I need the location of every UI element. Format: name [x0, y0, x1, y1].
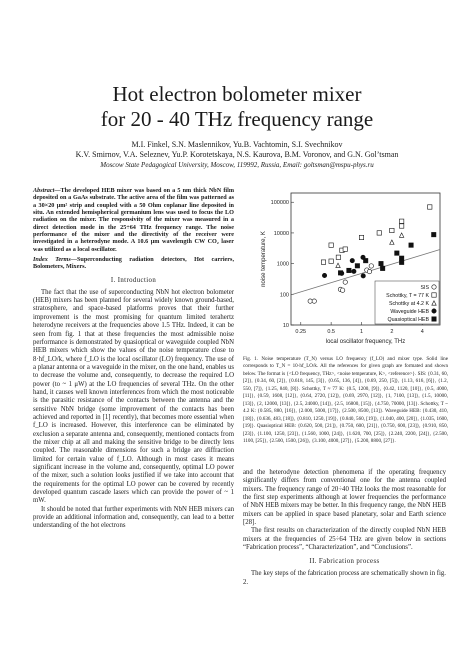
- y-tick-label: 10000: [273, 230, 289, 237]
- index-terms-text: —Superconducting radiation detectors, Hot carriers, Bolometers, Mixers.: [33, 256, 234, 271]
- body-paragraph: It should be noted that further experiments with NbN HEB mixers can provide an additional information and, consequently, can lead to a better understanding of the hot electrons: [33, 505, 234, 530]
- data-point: [390, 228, 394, 232]
- data-point: [380, 266, 384, 270]
- x-tick-label: 1: [359, 329, 364, 335]
- noise-temperature-plot: [243, 187, 448, 355]
- y-tick-label: 100000: [270, 200, 289, 207]
- index-terms-label: Index Terms: [33, 256, 71, 264]
- y-axis-label: noise temperature, K: [261, 231, 267, 287]
- data-point: [369, 264, 373, 268]
- data-point: [428, 205, 432, 209]
- author-line-1: M.I. Finkel, S.N. Maslennikov, Yu.B. Vachtomin, S.I. Svechnikov: [131, 140, 343, 149]
- data-point: [361, 274, 365, 278]
- abstract-label: Abstract: [33, 187, 55, 194]
- legend-marker: [432, 309, 436, 313]
- data-point: [359, 235, 363, 239]
- data-point: [329, 259, 333, 263]
- data-point: [321, 260, 325, 264]
- data-point: [363, 258, 367, 262]
- data-point: [336, 263, 340, 267]
- abstract: [33, 187, 234, 253]
- data-point: [399, 219, 403, 223]
- data-point: [343, 247, 347, 251]
- y-tick-label: 100: [279, 292, 289, 299]
- legend-label: Schottky, T = 77 K: [386, 293, 429, 299]
- title-line-2: for 20 - 40 THz frequency range: [100, 107, 374, 131]
- data-point: [340, 288, 344, 292]
- body-paragraph: and the heterodyne detection phenomena if the operating frequency significantly differs from conventional one for the antenna coupled mixers. The frequency range of 20÷40 THz looks the most reasonable for the first step experiments although at lower frequencies the performance of NbN HEB mixers may be better. In this frequency range, the NbN HEB mixers can be applied in space based planetary, solar and Earth science [28].: [243, 469, 446, 527]
- legend-label: Waveguide HEB: [390, 309, 429, 315]
- data-point: [329, 243, 333, 247]
- legend-label: Quasioptical HEB: [387, 317, 429, 323]
- data-point: [367, 269, 371, 273]
- body-paragraph: The first results on characterization of the directly coupled NbN HEB mixers at the frequencies of 25÷64 THz are given below in sections “Fabrication process”, “Characterization”, and “Conclusions”.: [243, 527, 446, 552]
- figure-1-caption: Fig. 1. Noise temperature (T_N) versus LO frequency (f_LO) and mixer type. Solid line corresponds to T_N = 10·hf_LO/k. All the references for given graph are formated and shown below. The format is {<LO frequency, THz>, <noise temperature, K>, <reference>}. SIS: {0.31, 60, [2]}, {0.34, 60, [2]}, {0.618, 145, [3]}, {0.65, 136, [4]}, {0.69, 250, [5]}, {1.13, 616, [6]}, {1.2, 550, [7]}, {1.25, 840, [8]}. Schottky, T ≈ 77 K: {0.5, 1200, [9]}, {0.42, 1120, [10]}, {0.5, 4000, [11]}, {0.59, 1608, [12]}, {0.64, 2720, [12]}, {0.69, 2970, [12]}, {1, 7100, [13]}, {1.5, 10000, [13]}, {2, 12000, [13]}, {2.5, 24000, [14]}, {2.5, 16800, [15]}, {4.750, 70000, [13]}. Schottky, T ~ 4.2 K: {0.585, 880, [16]}, {2.000, 5000, [17]}, {2.500, 8500, [13]}. Waveguide HEB: {0.430, 410, [18]}, {0.636, 483, [18]}, {0.810, 1250, [19]}, {0.840, 560, [19]}, {1.040, 400, [20]}, {1.035, 1600, [19]}. Quasioptical HEB: {0.620, 500, [21]}, {0.750, 600, [21]}, {0.750, 600, [23]}, {0.910, 850, [23]}, {1.100, 1250, [23]}, {1.560, 1000, [24]}, {1.620, 700, [25]}, {2.240, 2200, [24]}, {2.500, 1100, [25]}, {2.500, 1500, [26]}, {3.100, 4000, [27]}, {5.200, 8800, [27]}.: [243, 356, 448, 444]
- data-point: [322, 273, 326, 277]
- data-point: [350, 258, 354, 262]
- data-point: [399, 260, 403, 264]
- abstract-text: —The developed HEB mixer was based on a 5 nm thick NbN film deposited on a GaAs substrate. The active area of the film was patterned as a 30×20 μm² strip and coupled with a 50 Ohm coplanar line deposited in situ. An extended hemispherical germanium lens was used to focus the LO radiation on the mixer. The responsivity of the mixer was measured in a direct detection mode in the 25÷64 THz frequency range. The noise performance of the mixer and the directivity of the receiver were investigated in a heterodyne mode. A 10.6 μm wavelength CW CO₂ laser was utilized as a local oscillator.: [33, 187, 234, 253]
- data-point: [390, 240, 394, 244]
- data-point: [347, 268, 351, 272]
- data-point: [355, 264, 359, 268]
- section-heading-introduction: I. Introduction: [110, 276, 157, 284]
- affiliation: Moscow State Pedagogical University, Moscow, 119992, Russia, Email: goltsman@mspu-phys.ru: [100, 161, 374, 169]
- legend-marker: [432, 285, 436, 289]
- data-point: [399, 233, 403, 237]
- data-point: [379, 261, 383, 265]
- y-tick-label: 1000: [276, 261, 289, 268]
- section-heading-fabrication: II. Fabrication process: [309, 558, 380, 566]
- legend-marker: [432, 317, 436, 321]
- legend-label: Schottky at 4.2 K: [388, 301, 429, 307]
- x-tick-label: 0.25: [295, 329, 307, 335]
- data-point: [377, 231, 381, 235]
- data-point: [409, 243, 413, 247]
- legend-label: SIS: [420, 285, 429, 291]
- data-point: [336, 255, 340, 259]
- legend-marker: [432, 293, 436, 297]
- data-point: [399, 256, 403, 260]
- x-tick-label: 4: [420, 329, 424, 335]
- right-column: [243, 469, 446, 587]
- left-column: [33, 187, 234, 531]
- data-point: [352, 269, 356, 273]
- data-point: [308, 299, 312, 303]
- body-paragraph: The fact that the use of superconducting NbN hot electron bolometer (HEB) mixers has been planned for several widely known ground-based, stratosphere, and space-based platforms proves that their further improvement is the most promising for quantum limited terahertz heterodyne receivers at the frequencies above 1.5 THz. Indeed, it can be seen from fig. 1 that at these frequencies the most admissible noise performance is demonstrated by quasioptical or waveguide coupled NbN HEB mixers which show the values of the noise temperature close to 8·hf_LO/k, where f_LO is the local oscillator (LO) frequency. The use of a planar antenna or a waveguide in the mixer, on the one hand, enables us to decrease the volume and, consequently, to decrease the required LO power (to ~ 1 μW) at the LO frequencies of several THz. On the other hand, it causes well known interferences from which the most noticeable is the parasitic resistance of the contacts between the antenna and the sensitive NbN bridge (some improvement of the contacts has been achieved and reported in [1] recently), that becomes more essential when f_LO is increased. However, this interference can be eliminated by exclusion a separate antenna and, consequently, mentioned contacts from the mixer chip at all and making the sensitive bridge to be directly lens coupled. The reasonable dimensions for such a bridge are diffraction limited for certain value of f_LO. Although in most cases it means significant increase in the volume and, consequently, optimal LO power of the mixer, such a solution looks justified if we take into account that the requirements for the optimal LO power can be covered by recently developed quantum cascade lasers which can provide the power of ~ 1 mW.: [33, 288, 234, 505]
- paper-title: [0, 82, 474, 132]
- data-point: [338, 271, 342, 275]
- data-point: [343, 280, 347, 284]
- x-tick-label: 0.5: [327, 329, 335, 335]
- body-paragraph: The key steps of the fabrication process are schematically shown in fig. 2.: [243, 570, 446, 586]
- x-axis-label: local oscillator frequency, THz: [325, 339, 406, 345]
- data-point: [395, 251, 399, 255]
- author-block: [0, 140, 474, 170]
- data-point: [432, 232, 436, 236]
- data-point: [312, 299, 316, 303]
- title-line-1: Hot electron bolometer mixer: [112, 82, 362, 106]
- author-line-2: K.V. Smirnov, V.A. Seleznev, Yu.P. Korotetskaya, N.S. Kaurova, B.M. Voronov, and G.N. Gol’tsman: [75, 150, 399, 159]
- x-tick-label: 2: [390, 329, 394, 335]
- index-terms: [33, 256, 234, 271]
- figure-1-chart: [243, 187, 448, 355]
- y-tick-label: 10: [282, 323, 289, 329]
- data-point: [399, 224, 403, 228]
